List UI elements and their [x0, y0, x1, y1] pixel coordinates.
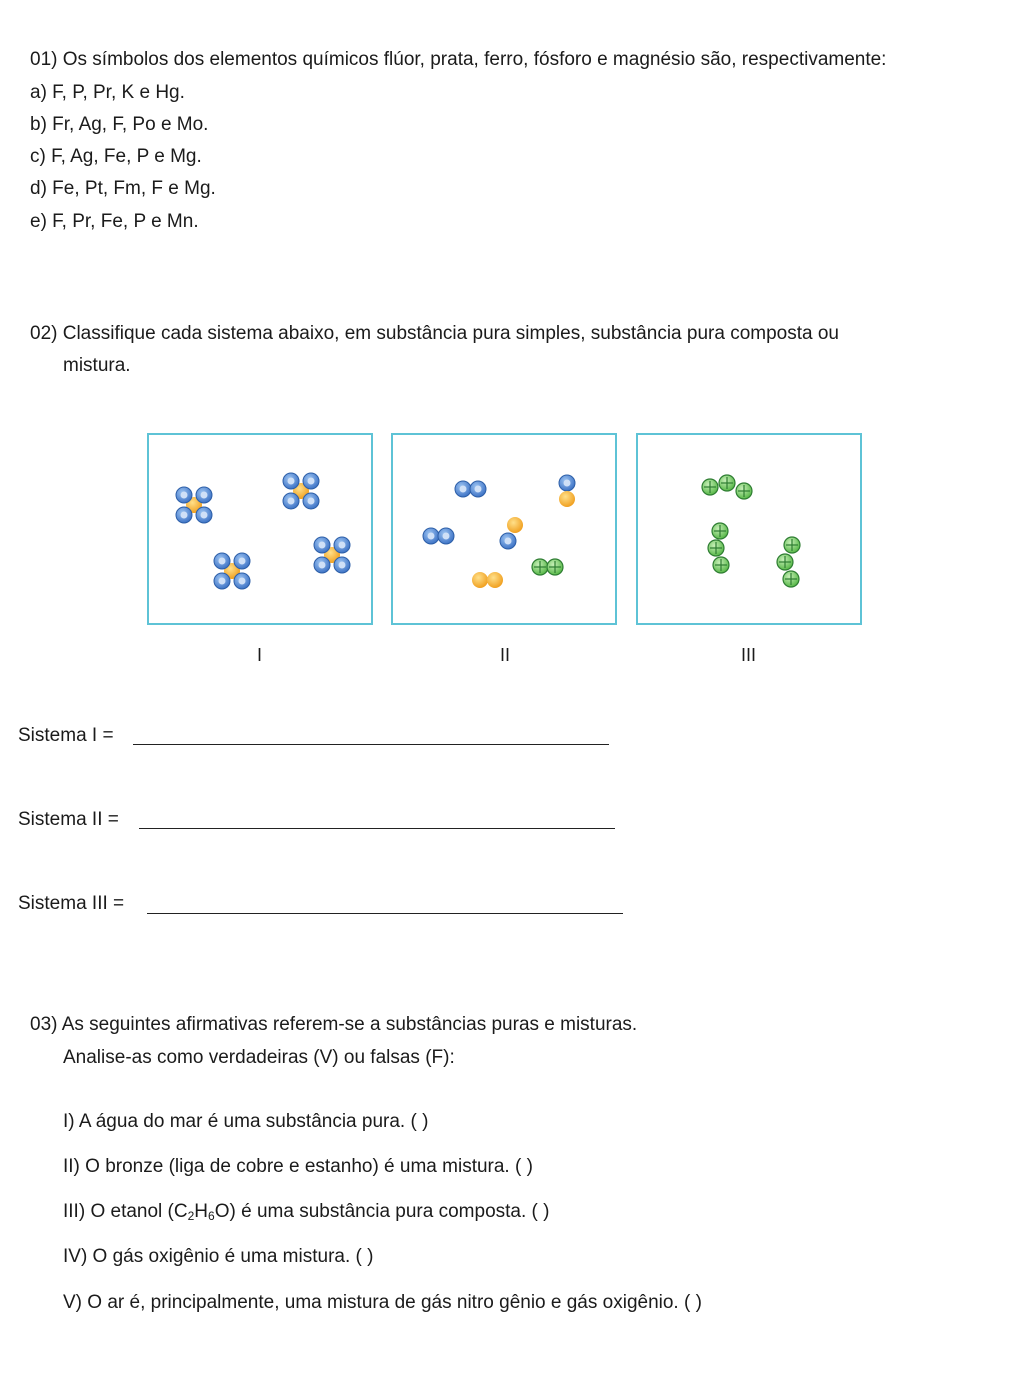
molecule	[702, 475, 752, 499]
q3-item-4: IV) O gás oxigênio é uma mistura. ( )	[63, 1246, 374, 1267]
molecule	[214, 553, 250, 589]
molecule	[176, 487, 212, 523]
system-3-answer-blank[interactable]	[147, 913, 623, 914]
q3-item-5: V) O ar é, principalmente, uma mistura de gás nitro gênio e gás oxigênio. ( )	[63, 1292, 702, 1313]
system-3-box	[636, 433, 862, 625]
molecule	[708, 523, 729, 573]
system-3-label: III	[741, 645, 757, 665]
q1-stem: 01) Os símbolos dos elementos químicos flúor, prata, ferro, fósforo e magnésio são, respectivamente:	[30, 49, 887, 70]
system-2-label: II	[500, 645, 511, 665]
q3-stem-line1: 03) As seguintes afirmativas referem-se a substâncias puras e misturas.	[30, 1014, 638, 1035]
q3-item-3-pre: III) O etanol (C	[63, 1201, 188, 1222]
system-1-answer-label: Sistema I =	[18, 725, 114, 746]
molecule	[472, 572, 503, 588]
system-3-molecules	[638, 435, 860, 623]
molecule	[500, 517, 523, 549]
system-2-box	[391, 433, 617, 625]
system-1-box	[147, 433, 373, 625]
q3-stem-line2: Analise-as como verdadeiras (V) ou falsas (F):	[63, 1047, 455, 1068]
q1-option-e: e) F, Pr, Fe, P e Mn.	[30, 211, 199, 232]
q1-option-a: a) F, P, Pr, K e Hg.	[30, 82, 185, 103]
q1-option-b: b) Fr, Ag, F, Po e Mo.	[30, 114, 209, 135]
q3-item-2: II) O bronze (liga de cobre e estanho) é uma mistura. ( )	[63, 1156, 533, 1177]
q1-option-c: c) F, Ag, Fe, P e Mg.	[30, 146, 202, 167]
q3-item-3	[63, 1201, 549, 1223]
q3-item-3-post: O) é uma substância pura composta. ( )	[214, 1201, 550, 1222]
system-1-label: I	[257, 645, 263, 665]
system-1-answer-blank[interactable]	[133, 744, 609, 745]
molecule	[423, 528, 454, 544]
molecule	[314, 537, 350, 573]
q3-item-3-sub2: 6	[208, 1209, 215, 1223]
system-2-answer-blank[interactable]	[139, 828, 615, 829]
q3-item-1: I) A água do mar é uma substância pura. ( )	[63, 1111, 429, 1132]
system-2-answer-label: Sistema II =	[18, 809, 119, 830]
molecule	[777, 537, 800, 587]
molecule	[559, 475, 575, 507]
system-2-molecules	[393, 435, 615, 623]
molecule	[455, 481, 486, 497]
system-3-answer-label: Sistema III =	[18, 893, 125, 914]
q2-stem-line2: mistura.	[63, 355, 131, 376]
q3-item-3-mid: H	[194, 1201, 209, 1222]
molecule	[283, 473, 319, 509]
q1-option-d: d) Fe, Pt, Fm, F e Mg.	[30, 178, 216, 199]
molecule	[532, 559, 563, 575]
q3-item-3-sub1: 2	[187, 1209, 195, 1223]
system-1-molecules	[149, 435, 371, 623]
q2-stem-line1: 02) Classifique cada sistema abaixo, em substância pura simples, substância pura composta ou	[30, 323, 839, 344]
